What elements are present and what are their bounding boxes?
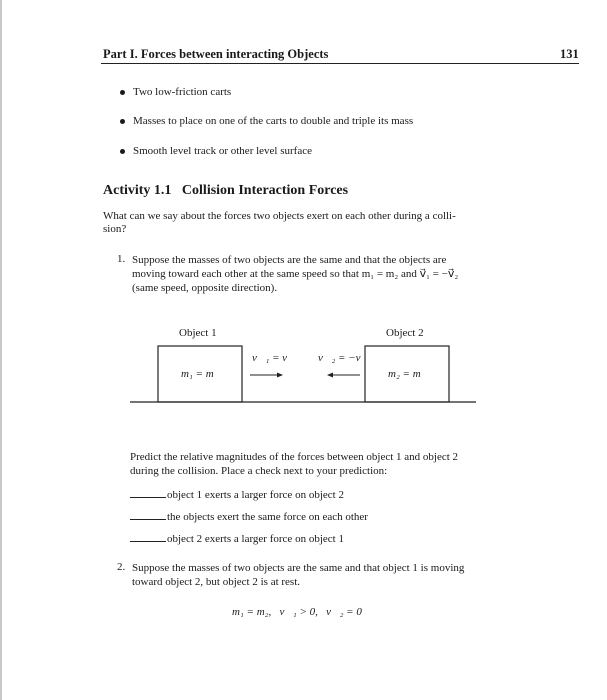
item1-line2: moving toward each other at the same speed so that m₁ = m₂ and v⃗₁ = −v⃗₂ (132, 268, 459, 280)
prediction-line1: Predict the relative magnitudes of the forces between object 1 and object 2 (130, 451, 459, 463)
equipment-item-text: Masses to place on one of the carts to double and triple its mass (133, 115, 414, 127)
prediction-line2: during the collision. Place a check next to your prediction: (130, 465, 388, 477)
check-blank[interactable] (130, 487, 166, 498)
velocity-1-arrowhead (277, 373, 283, 378)
check-blank[interactable] (130, 509, 166, 520)
item-number: 2. (117, 561, 126, 573)
prediction-option[interactable] (130, 487, 344, 502)
page-number: 131 (560, 47, 579, 61)
object-1-label: Object 1 (179, 327, 217, 339)
item-number: 1. (117, 253, 126, 265)
check-blank[interactable] (130, 531, 166, 542)
prediction-option-text: object 2 exerts a larger force on object 1 (167, 533, 344, 545)
item2-line1: Suppose the masses of two objects are the same and that object 1 is moving (132, 562, 465, 574)
item2-equation: m₁ = m₂, v⃗₁ > 0, v⃗₂ = 0 (232, 606, 362, 618)
item1-line3: (same speed, opposite direction). (132, 282, 278, 294)
prediction-option[interactable] (130, 509, 368, 524)
activity-heading: Activity 1.1 Collision Interaction Forces (103, 183, 349, 198)
prediction-option[interactable] (130, 531, 344, 546)
equipment-item-text: Smooth level track or other level surface (133, 145, 312, 157)
running-header-title: Part I. Forces between interacting Objects (103, 47, 329, 61)
mass-1-label: m₁ = m (181, 368, 214, 380)
activity-question-line1: What can we say about the forces two objects exert on each other during a colli- (103, 210, 456, 222)
mass-2-label: m₂ = m (388, 368, 421, 380)
item1-line1: Suppose the masses of two objects are the same and that the objects are (132, 254, 447, 266)
prediction-option-text: object 1 exerts a larger force on object 2 (167, 489, 344, 501)
object-2-label: Object 2 (386, 327, 424, 339)
prediction-option-text: the objects exert the same force on each other (167, 511, 368, 523)
equipment-item-text: Two low-friction carts (133, 86, 232, 98)
item2-line2: toward object 2, but object 2 is at rest. (132, 576, 301, 588)
velocity-2-label: v⃗₂ = −v⃗ (318, 352, 370, 364)
velocity-1-label: v⃗₁ = v⃗ (252, 352, 296, 364)
velocity-2-arrowhead (327, 373, 333, 378)
activity-question-line2: sion? (103, 223, 127, 235)
